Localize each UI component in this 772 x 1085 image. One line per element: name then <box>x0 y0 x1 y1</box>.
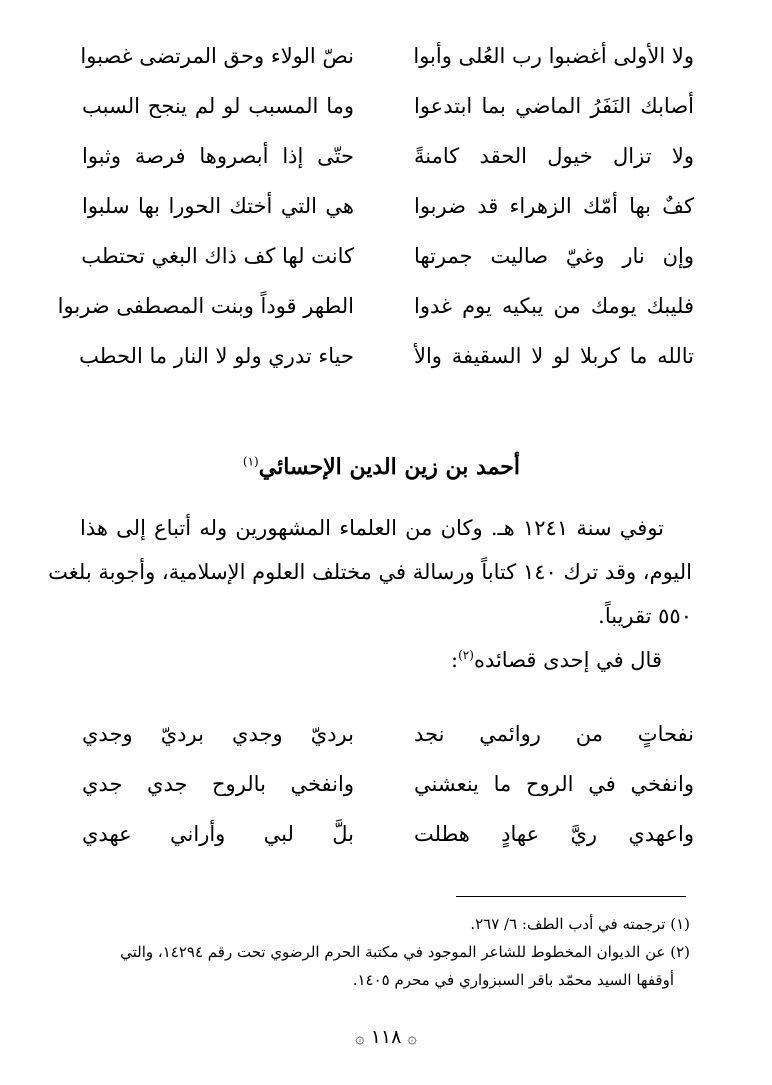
footnote-2-line-2: أوقفها السيد محمّد باقر السبزواري في محرم ١٤٠٥. <box>352 971 674 989</box>
verse-7-first-hemistich: تالله ما كربلا لو لا السقيفة والأ <box>414 344 694 368</box>
verse-b2-second-hemistich: وانفخي بالروح جدي جدي <box>82 772 354 796</box>
footnote-separator <box>456 896 686 897</box>
verse-4 <box>0 194 772 234</box>
verse-1-second-hemistich: نصّ الولاء وحق المرتضى غصبوا <box>80 44 354 68</box>
verse-6-first-hemistich: فليبك يومك من يبكيه يوم غدوا <box>414 294 694 318</box>
footnotes <box>80 910 690 994</box>
verse-4-first-hemistich: كفٌ بها أمّك الزهراء قد ضربوا <box>414 194 694 218</box>
verse-6 <box>0 294 772 334</box>
right-ornament-icon: ۞ <box>407 1028 417 1047</box>
verse-1-first-hemistich: ولا الأولى أغضبوا رب العُلى وأبوا <box>413 44 694 68</box>
verse-2 <box>0 94 772 134</box>
verse-b1-second-hemistich: برديّ وجدي برديّ وجدي <box>82 722 354 746</box>
intro-colon: : <box>451 648 459 672</box>
verse-b3-first-hemistich: واعهدي ريَّ عهادٍ هطلت <box>414 822 694 846</box>
intro-footnote-marker: (٢) <box>458 648 474 662</box>
verse-2-first-hemistich: أصابك النَفَرُ الماضي بما ابتدعوا <box>414 94 694 118</box>
footnote-2-line-1: (٢) عن الديوان المخطوط للشاعر الموجود في مكتبة الحرم الرضوي تحت رقم ١٤٢٩٤، والتي <box>120 943 690 961</box>
verse-1 <box>0 44 772 84</box>
verse-b3-second-hemistich: بلَّ لبي وأراني عهدي <box>82 822 354 846</box>
verse-5 <box>0 244 772 284</box>
biography-line-2: اليوم، وقد ترك ١٤٠ كتاباً ورسالة في مختلف العلوم الإسلامية، وأجوبة بلغت <box>48 560 692 584</box>
verse-7 <box>0 344 772 384</box>
biography-paragraph <box>48 506 692 638</box>
verse-4-second-hemistich: هي التي أختك الحورا بها سلبوا <box>82 194 354 218</box>
title-footnote-marker: (١) <box>242 454 259 469</box>
verse-5-first-hemistich: وإن نار وغيّ صاليت جمرتها <box>414 244 694 268</box>
poet-name: أحمد بن زين الدين الإحسائي <box>258 454 520 480</box>
verse-b2-first-hemistich: وانفخي في الروح ما ينعشني <box>414 772 694 796</box>
section-title <box>243 454 520 480</box>
biography-line-3: ٥٥٠ تقريباً. <box>598 604 692 628</box>
verse-6-second-hemistich: الطهر قوداً وبنت المصطفى ضربوا <box>57 294 354 318</box>
poem-intro <box>451 648 662 672</box>
page-number: ١١٨ <box>370 1026 402 1048</box>
verse-5-second-hemistich: كانت لها كف ذاك البغي تحتطب <box>81 244 354 268</box>
verse-b2 <box>0 772 772 812</box>
verse-2-second-hemistich: وما المسبب لو لم ينجح السبب <box>82 94 354 118</box>
verse-b1-first-hemistich: نفحاتٍ من روائمي نجد <box>414 722 694 746</box>
verse-b3 <box>0 822 772 862</box>
verse-7-second-hemistich: حياء تدري ولو لا النار ما الحطب <box>79 344 354 368</box>
verse-3-second-hemistich: حتّى إذا أبصروها فرصة وثبوا <box>82 144 354 168</box>
left-ornament-icon: ۞ <box>355 1028 365 1047</box>
page-number-footer <box>0 1026 772 1048</box>
poem-intro-text: قال في إحدى قصائده <box>473 648 662 672</box>
verse-3 <box>0 144 772 184</box>
biography-line-1: توفي سنة ١٢٤١ هـ. وكان من العلماء المشهورين وله أتباع إلى هذا <box>80 516 665 540</box>
footnote-1: (١) ترجمته في أدب الطف: ٦/ ٢٦٧. <box>470 915 690 933</box>
verse-b1 <box>0 722 772 762</box>
verse-3-first-hemistich: ولا تزال خيول الحقد كامنةً <box>414 144 694 168</box>
